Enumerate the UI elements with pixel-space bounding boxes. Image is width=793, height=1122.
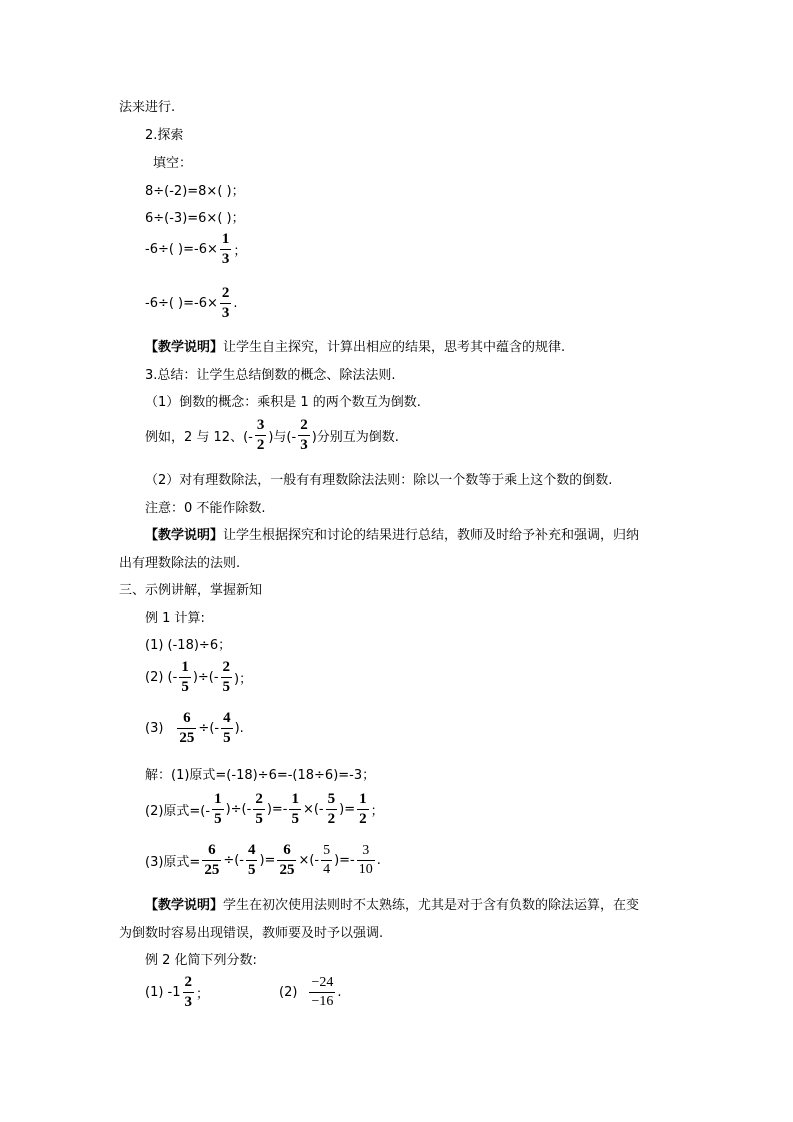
equation-line xyxy=(145,286,238,321)
denominator: 2 xyxy=(256,437,265,453)
text: )与(- xyxy=(268,430,297,445)
text: 3.总结：让学生总结倒数的概念、除法法则. xyxy=(145,368,396,383)
numerator: 1 xyxy=(214,791,222,807)
text: 6÷(-3)=6×( )； xyxy=(145,211,245,226)
denominator: 3 xyxy=(221,251,230,267)
denominator: 3 xyxy=(221,305,230,321)
text-line xyxy=(145,391,421,410)
denominator: 25 xyxy=(179,730,195,746)
equation-line xyxy=(145,660,252,695)
denominator: 5 xyxy=(181,679,189,695)
text: -6÷( )=-6× xyxy=(145,242,218,257)
section-heading xyxy=(119,579,262,598)
solution-line xyxy=(145,792,384,827)
text: (2)原式=(- xyxy=(145,804,211,819)
equation-line xyxy=(145,180,245,199)
text: 例 2 化简下列分数: xyxy=(145,953,257,968)
fraction xyxy=(221,711,233,746)
denominator: 4 xyxy=(323,862,331,877)
fraction xyxy=(298,418,310,453)
text: )= xyxy=(259,853,276,868)
text: 注意：0 不能作除数. xyxy=(145,501,266,516)
equation-line xyxy=(145,975,342,1010)
text-line xyxy=(145,497,266,516)
text: ； xyxy=(196,987,210,1002)
note-tag: 【教学说明】 xyxy=(145,898,224,913)
fraction xyxy=(277,843,296,878)
text: （1）倒数的概念：乘积是 1 的两个数互为倒数. xyxy=(145,395,421,410)
denominator: 5 xyxy=(255,811,263,827)
text-line xyxy=(119,96,175,115)
text: 例如，2 与 12、(- xyxy=(145,430,253,445)
fraction xyxy=(220,286,232,321)
numerator: 1 xyxy=(181,659,189,675)
denominator: 5 xyxy=(222,679,231,695)
teaching-note xyxy=(145,336,565,355)
example-line xyxy=(145,418,399,453)
example-title xyxy=(145,607,205,626)
denominator: 5 xyxy=(223,730,231,746)
text-line xyxy=(119,552,240,571)
example-title xyxy=(145,949,257,968)
numerator: 5 xyxy=(327,791,336,807)
text: (3) xyxy=(145,721,164,736)
denominator: 25 xyxy=(204,862,220,878)
fraction xyxy=(309,976,335,1009)
note-tag: 【教学说明】 xyxy=(145,340,224,355)
denominator: 10 xyxy=(358,862,373,877)
fraction xyxy=(246,843,258,878)
teaching-note xyxy=(145,894,639,913)
text: 让学生根据探究和讨论的结果进行总结，教师及时给予补充和强调，归纳 xyxy=(223,528,640,543)
text: )=- xyxy=(334,853,355,868)
numerator: 2 xyxy=(221,285,230,301)
section-heading xyxy=(145,124,183,143)
fraction xyxy=(221,660,233,695)
note-tag: 【教学说明】 xyxy=(145,528,224,543)
numerator: 1 xyxy=(221,231,230,247)
equation-line xyxy=(145,207,245,226)
denominator: 5 xyxy=(247,862,256,878)
text: 例 1 计算: xyxy=(145,611,205,626)
numerator: 3 xyxy=(362,843,370,858)
numerator: 4 xyxy=(223,710,231,726)
text: 2.探索 xyxy=(145,128,184,143)
numerator: 6 xyxy=(208,842,216,858)
text: 8÷(-2)=8×( )； xyxy=(145,184,245,199)
fraction xyxy=(289,792,301,827)
fraction xyxy=(212,792,224,827)
denominator: 3 xyxy=(184,994,193,1010)
text: 填空： xyxy=(153,156,193,171)
fraction xyxy=(357,844,375,877)
denominator: 5 xyxy=(291,811,299,827)
numerator: 1 xyxy=(359,791,367,807)
numerator: 1 xyxy=(291,791,299,807)
teaching-note xyxy=(145,524,639,543)
text-line xyxy=(153,152,192,171)
numerator: 4 xyxy=(247,842,256,858)
text: (2) (- xyxy=(145,670,178,685)
text-line xyxy=(145,469,612,488)
text: ÷(- xyxy=(223,853,244,868)
text: )÷(- xyxy=(192,670,219,685)
numerator: 2 xyxy=(184,974,193,990)
text: 为倒数时容易出现错误，教师要及时予以强调. xyxy=(119,926,384,941)
denominator: −16 xyxy=(311,994,334,1009)
text: )÷(- xyxy=(225,802,252,817)
denominator: 25 xyxy=(279,862,295,878)
numerator: 6 xyxy=(183,710,191,726)
section-heading xyxy=(145,364,396,383)
equation-line xyxy=(145,634,231,653)
text: . xyxy=(233,296,238,311)
equation-line xyxy=(145,232,246,267)
fraction xyxy=(179,660,191,695)
text: （2）对有理数除法，一般有有理数除法法则：除以一个数等于乘上这个数的倒数. xyxy=(145,473,613,488)
equation-line xyxy=(145,711,244,746)
text: )； xyxy=(234,672,253,687)
numerator: 2 xyxy=(300,417,308,433)
text: 学生在初次使用法则时不太熟练，尤其是对于含有负数的除法运算，在变 xyxy=(223,898,640,913)
text: . xyxy=(376,853,381,868)
text: 法来进行. xyxy=(119,100,176,115)
numerator: −24 xyxy=(311,975,334,990)
text: 出有理数除法的法则. xyxy=(119,556,241,571)
text: (3)原式= xyxy=(145,855,201,870)
text: ； xyxy=(370,804,384,819)
numerator: 6 xyxy=(283,842,291,858)
text: (2) xyxy=(279,985,298,1000)
fraction xyxy=(255,418,267,453)
fraction xyxy=(253,792,265,827)
fraction xyxy=(220,232,232,267)
solution-line xyxy=(145,764,375,783)
text: )= xyxy=(339,802,356,817)
text: ). xyxy=(234,721,244,736)
text: 让学生自主探究，计算出相应的结果，思考其中蕴含的规律. xyxy=(223,340,566,355)
text: ； xyxy=(233,244,247,259)
denominator: 2 xyxy=(359,811,367,827)
denominator: 3 xyxy=(300,437,308,453)
solution-line xyxy=(145,843,381,878)
fraction xyxy=(326,792,338,827)
text: (1) (-18)÷6； xyxy=(145,638,232,653)
denominator: 2 xyxy=(327,811,336,827)
denominator: 5 xyxy=(214,811,222,827)
fraction xyxy=(357,792,369,827)
text: )分别互为倒数. xyxy=(311,430,399,445)
text-line xyxy=(119,922,383,941)
text: ×(- xyxy=(298,853,320,868)
text: ×(- xyxy=(302,802,324,817)
text: . xyxy=(337,985,342,1000)
fraction xyxy=(177,711,196,746)
text: )=- xyxy=(266,802,288,817)
numerator: 3 xyxy=(256,417,265,433)
numerator: 5 xyxy=(323,843,331,858)
text: 三、示例讲解，掌握新知 xyxy=(119,583,263,598)
text: -6÷( )=-6× xyxy=(145,296,218,311)
numerator: 2 xyxy=(222,659,231,675)
text: 解：(1)原式=(-18)÷6=-(18÷6)=-3； xyxy=(145,768,376,783)
numerator: 2 xyxy=(255,791,263,807)
fraction xyxy=(321,844,332,877)
text: (1) -1 xyxy=(145,985,181,1000)
fraction xyxy=(202,843,221,878)
fraction xyxy=(183,975,195,1010)
text: ÷(- xyxy=(198,721,220,736)
